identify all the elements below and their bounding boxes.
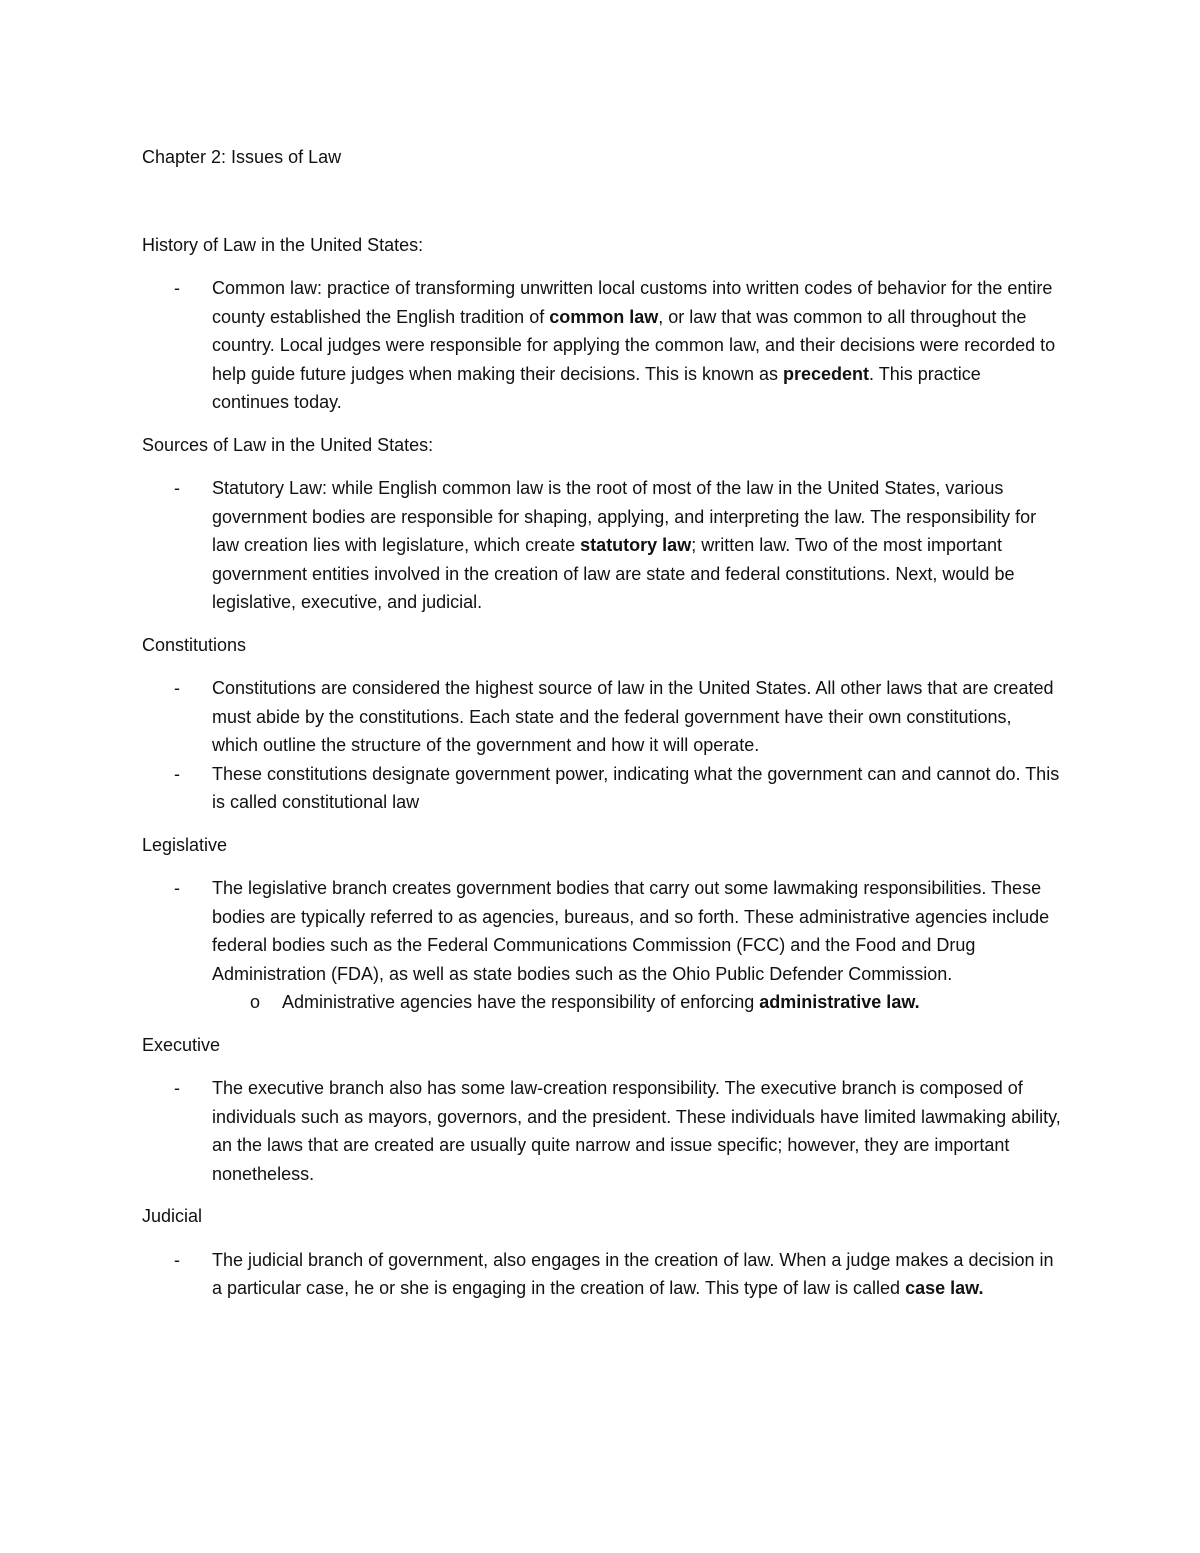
- text-run: The legislative branch creates government bodies that carry out some lawmaking responsibilities. These bodies are typically referred to as agencies, bureaus, and so forth. These administrative agencies include federal bodies such as the Federal Communications Commission (FCC) and the Food and Drug Administration (FDA), as well as state bodies such as the Ohio Public Defender Commission.: [212, 878, 1050, 984]
- bullet-list: [142, 474, 1062, 617]
- section: [142, 431, 1062, 617]
- bold-term: precedent: [783, 363, 870, 384]
- section-heading: Judicial: [142, 1206, 203, 1226]
- bold-term: common law: [549, 306, 659, 327]
- document-sections: [142, 231, 1062, 1303]
- bullet-item: [142, 760, 1062, 817]
- text-run: Administrative agencies have the responsibility of enforcing: [282, 992, 760, 1012]
- section-heading: Constitutions: [142, 634, 247, 655]
- text-run: . This practice continues today.: [212, 363, 981, 412]
- section-heading: Sources of Law in the United States:: [142, 434, 434, 455]
- bullet-item: [142, 274, 1062, 417]
- bullet-item: [142, 1074, 1062, 1188]
- bullet-item: [142, 874, 1062, 1017]
- bullet-list: [142, 1074, 1062, 1188]
- text-run: Constitutions are considered the highest source of law in the United States. All other laws that are created must abide by the constitutions. Each state and the federal government have their own constitutions, which outline the structure of the government and how it will operate.: [212, 678, 1054, 755]
- bullet-item: [142, 1246, 1062, 1303]
- section: [142, 631, 1062, 817]
- sub-bullet-item: [212, 988, 1062, 1017]
- section: [142, 1202, 1062, 1303]
- text-run: Common law: practice of transforming unwritten local customs into written codes of behavior for the entire county established the English tradition of: [212, 278, 1053, 327]
- bullet-list: [142, 674, 1062, 817]
- bullet-item: [142, 474, 1062, 617]
- section: [142, 231, 1062, 417]
- document-title: Chapter 2: Issues of Law: [142, 147, 342, 167]
- sub-bullet-list: [212, 988, 1062, 1017]
- text-run: Statutory Law: while English common law is the root of most of the law in the United States, various government bodies are responsible for shaping, applying, and interpreting the law. The responsibility for law creation lies with legislature, which create: [212, 478, 1037, 555]
- document-body: [142, 143, 1062, 1317]
- text-run: The executive branch also has some law-creation responsibility. The executive branch is composed of individuals such as mayors, governors, and the president. These individuals have limited lawmaking ability, an the laws that are created are usually quite narrow and issue specific; however, they are important nonetheless.: [212, 1078, 1061, 1184]
- text-run: , or law that was common to all throughout the country. Local judges were responsible for applying the common law, and their decisions were recorded to help guide future judges when making their decisions. This is known as: [212, 306, 1056, 384]
- bullet-list: [142, 1246, 1062, 1303]
- section: [142, 1031, 1062, 1189]
- text-run: ; written law. Two of the most important government entities involved in the creation of law are state and federal constitutions. Next, would be legislative, executive, and judicial.: [212, 535, 1015, 612]
- bullet-list: [142, 874, 1062, 1017]
- bullet-list: [142, 274, 1062, 417]
- bold-term: administrative law.: [759, 992, 920, 1012]
- text-run: The judicial branch of government, also engages in the creation of law. When a judge makes a decision in a particular case, he or she is engaging in the creation of law. This type of law is called: [212, 1249, 1054, 1298]
- section-heading: Executive: [142, 1034, 221, 1055]
- bullet-item: [142, 674, 1062, 760]
- section-heading: History of Law in the United States:: [142, 234, 424, 255]
- bold-term: statutory law: [580, 535, 692, 555]
- section: [142, 831, 1062, 1017]
- text-run: These constitutions designate government power, indicating what the government can and cannot do. This is called constitutional law: [212, 763, 1060, 812]
- bold-term: case law.: [905, 1278, 984, 1298]
- section-heading: Legislative: [142, 834, 228, 855]
